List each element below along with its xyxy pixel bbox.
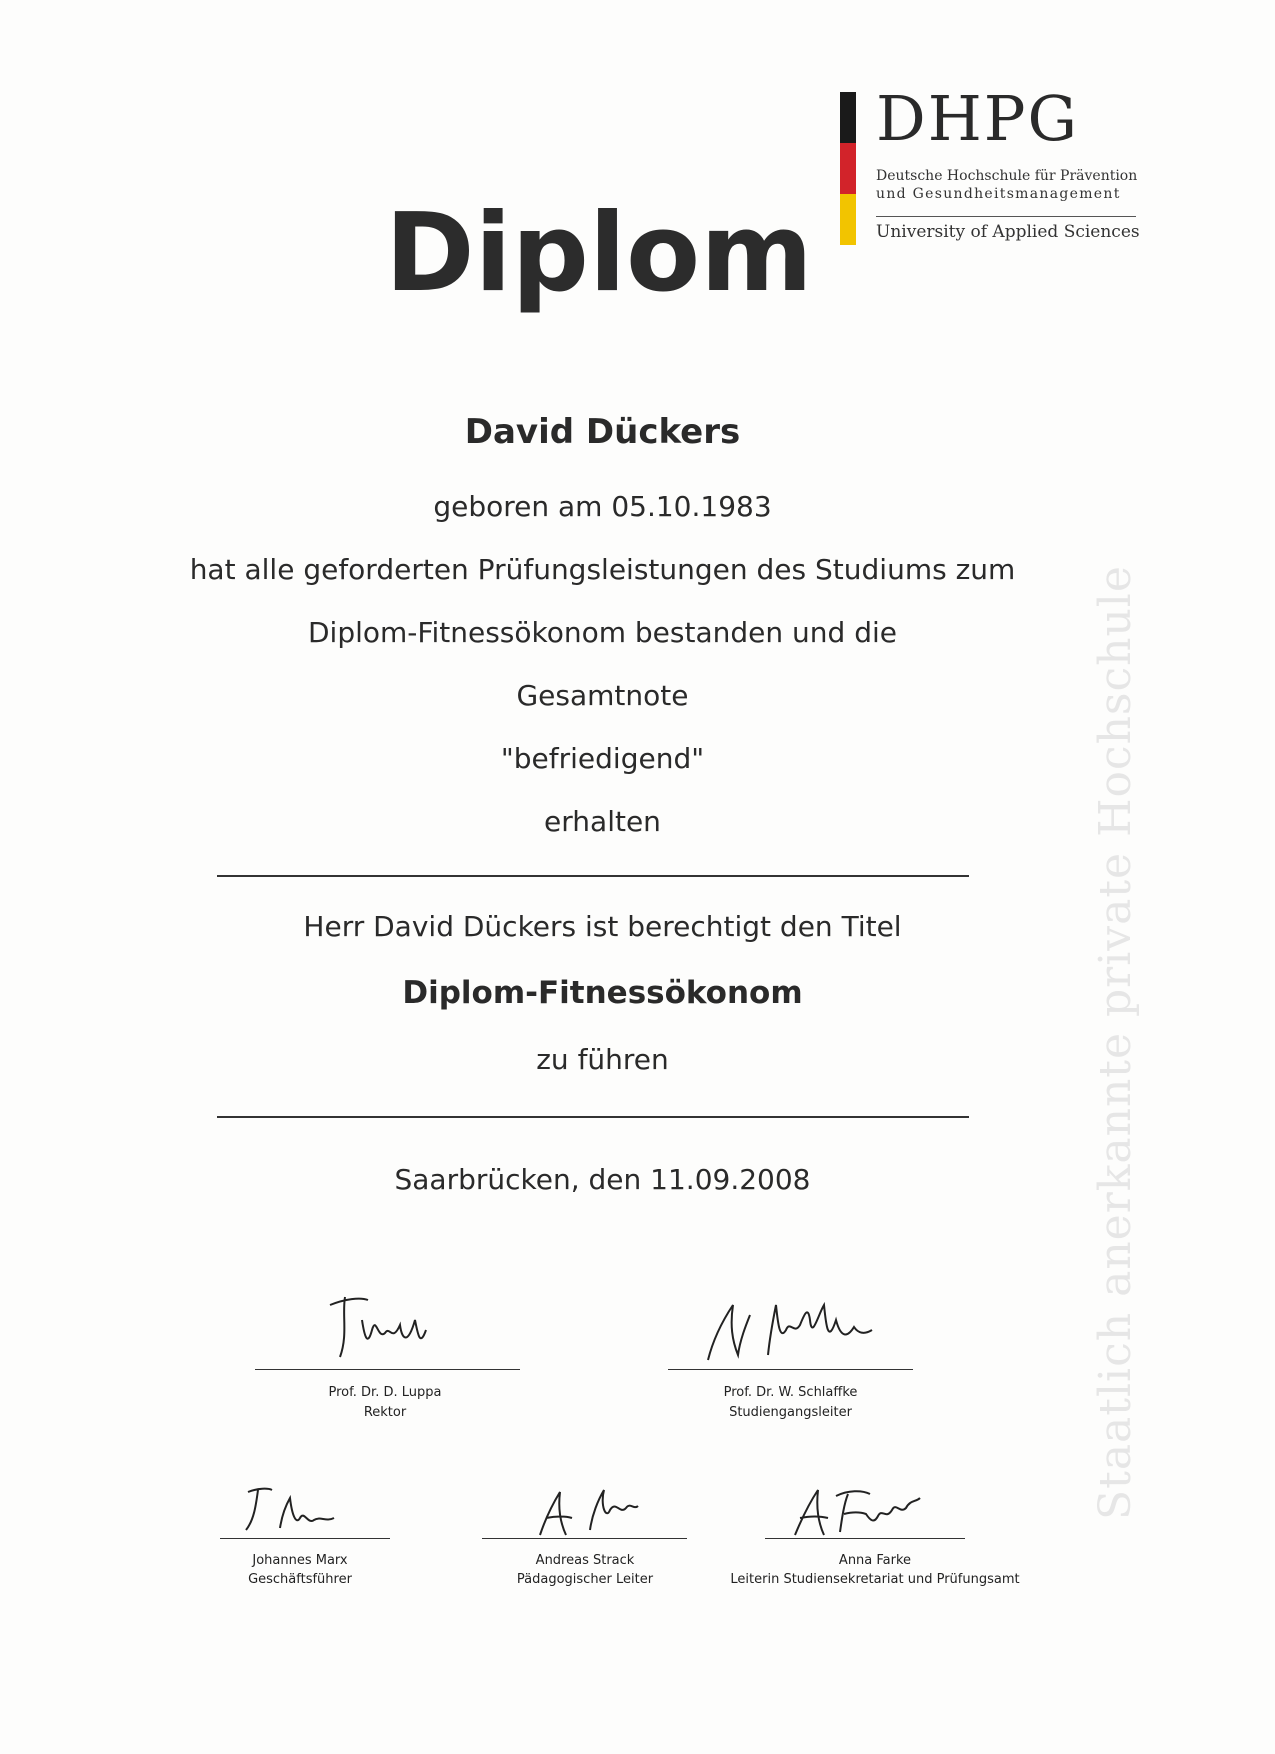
flag-red-stripe <box>840 143 856 194</box>
signatory-name: Prof. Dr. W. Schlaffke <box>723 1385 858 1400</box>
logo-wordmark: DHPG <box>876 82 1080 155</box>
logo-subtitle-line1: Deutsche Hochschule für Prävention <box>876 168 1138 184</box>
divider-bottom <box>217 1116 969 1118</box>
signature-block-paedagogischer-leiter <box>480 1480 690 1600</box>
logo-subtitle-line3: University of Applied Sciences <box>876 222 1140 242</box>
dhpg-logo <box>840 82 1140 252</box>
signatory-name: Prof. Dr. D. Luppa <box>328 1385 442 1400</box>
signature-line <box>255 1369 520 1370</box>
signature-line <box>482 1538 687 1539</box>
signature-block-rektor <box>250 1285 520 1445</box>
signature-block-studiengangsleiter <box>668 1285 913 1445</box>
signature-line <box>668 1369 913 1370</box>
signatory-role: Rektor <box>363 1405 407 1420</box>
place-and-date: Saarbrücken, den 11.09.2008 <box>394 1163 811 1196</box>
signatory-name: Johannes Marx <box>252 1553 348 1568</box>
signatory-role: Studiengangsleiter <box>729 1405 852 1420</box>
signature-line <box>765 1538 965 1539</box>
signature-block-geschaeftsfuehrer <box>210 1480 390 1600</box>
body-received: erhalten <box>544 805 661 838</box>
handwritten-signature <box>480 1480 690 1538</box>
logo-divider <box>876 216 1136 217</box>
body-line-3: Gesamtnote <box>516 679 689 712</box>
signatory-role: Leiterin Studiensekretariat und Prüfungsamt <box>730 1572 1020 1587</box>
degree-title: Diplom-Fitnessökonom <box>402 975 803 1011</box>
birth-date-line: geboren am 05.10.1983 <box>433 490 772 523</box>
body-line-2: Diplom-Fitnessökonom bestanden und die <box>308 616 897 649</box>
handwritten-signature <box>720 1480 1030 1538</box>
handwritten-signature <box>210 1480 390 1538</box>
handwritten-signature <box>250 1285 520 1370</box>
divider-top <box>217 875 969 877</box>
overall-grade: "befriedigend" <box>500 742 705 775</box>
signatory-role: Pädagogischer Leiter <box>516 1572 654 1587</box>
body-line-1: hat alle geforderten Prüfungsleistungen des Studiums zum <box>189 553 1016 586</box>
logo-subtitle-line2: und Gesundheitsmanagement <box>876 186 1121 202</box>
signatory-name: Anna Farke <box>838 1553 912 1568</box>
flag-black-stripe <box>840 92 856 143</box>
recipient-name: David Dückers <box>464 412 741 452</box>
signature-block-pruefungsamt <box>720 1480 1030 1600</box>
watermark-text: Staatlich anerkannte private Hochschule <box>1090 565 1141 1520</box>
entitlement-lead: zu führen <box>536 1043 669 1076</box>
handwritten-signature <box>668 1285 913 1370</box>
entitlement-line: Herr David Dückers ist berechtigt den Titel <box>303 910 902 943</box>
document-title: Diplom <box>385 191 813 316</box>
signature-line <box>220 1538 390 1539</box>
signatory-role: Geschäftsführer <box>248 1572 352 1587</box>
signatory-name: Andreas Strack <box>535 1553 635 1568</box>
